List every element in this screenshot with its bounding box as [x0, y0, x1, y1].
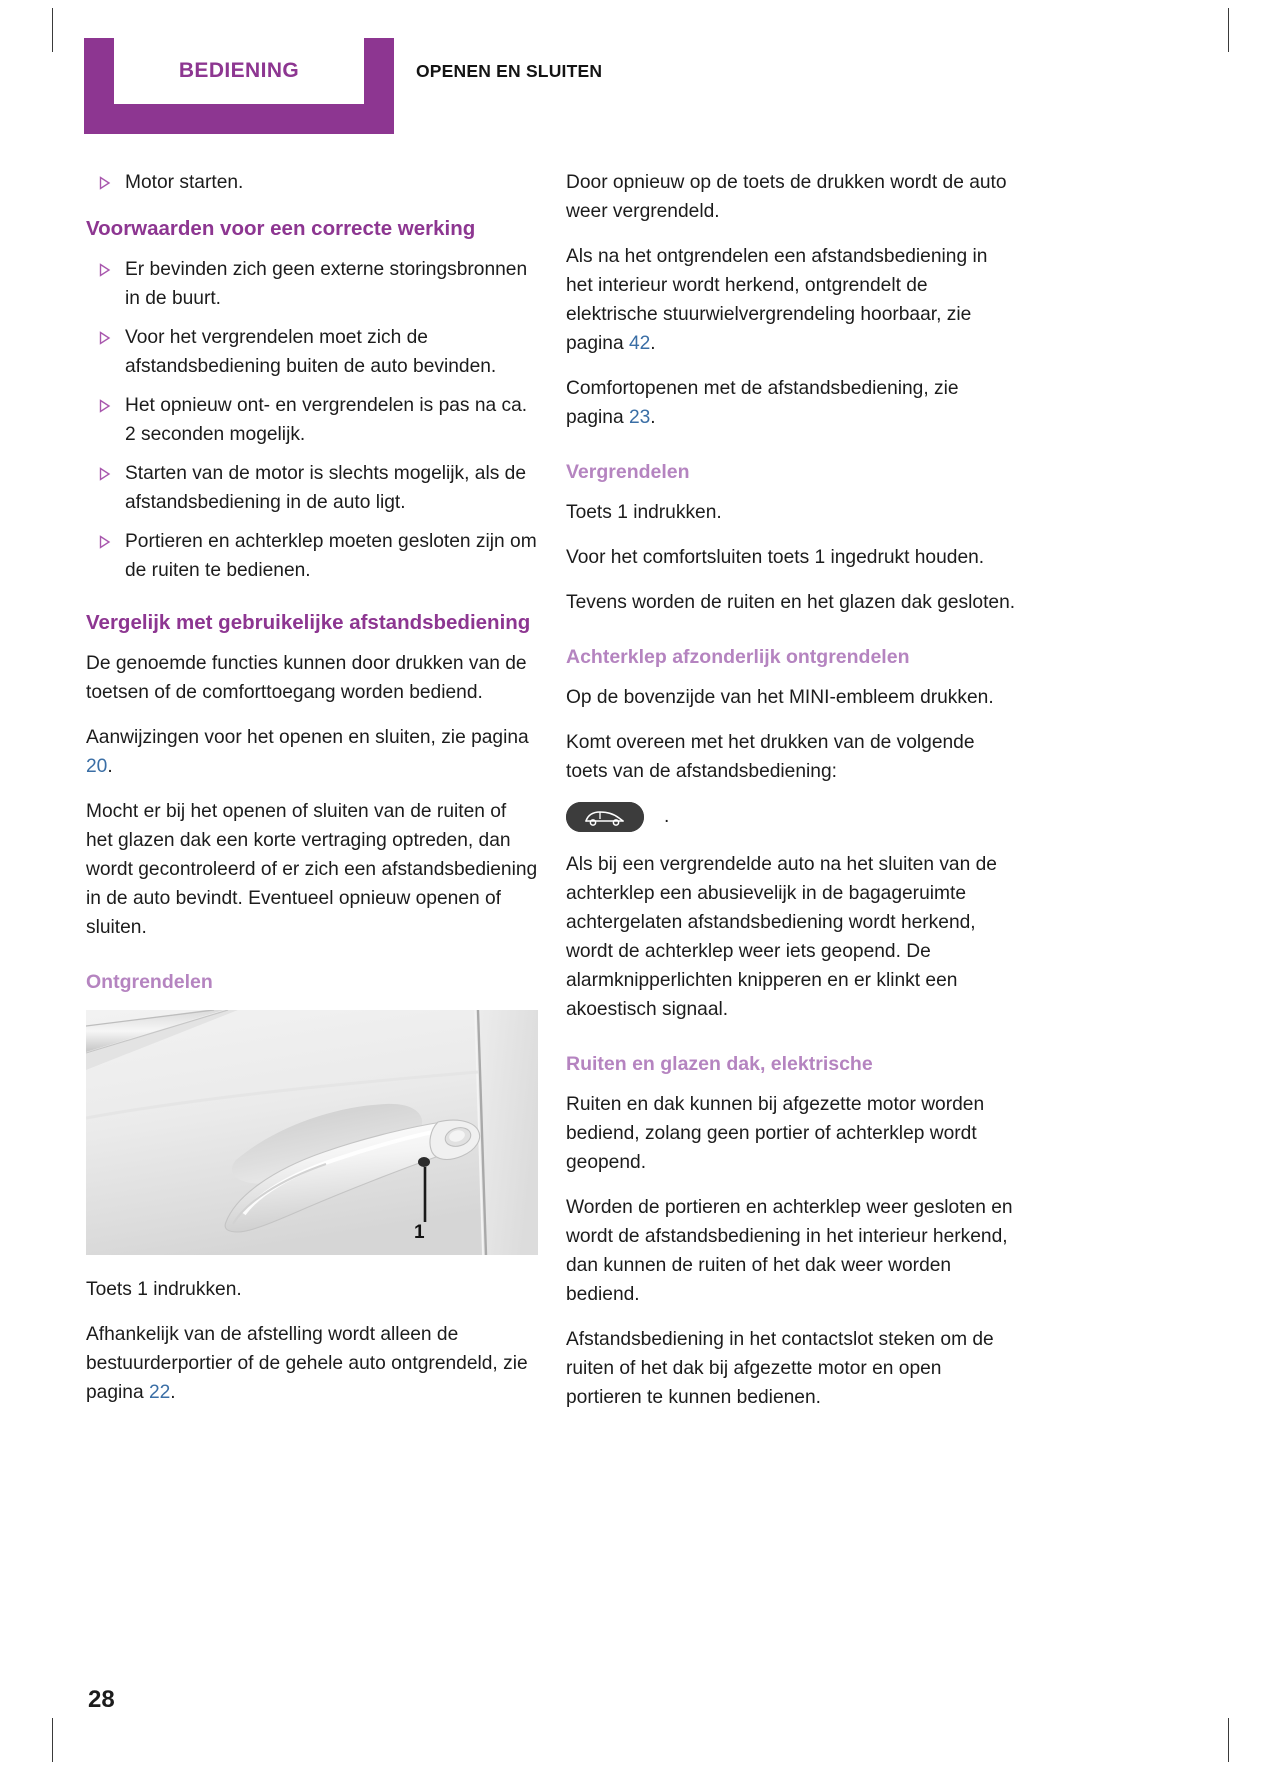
paragraph: Toets 1 indrukken. [566, 502, 722, 523]
heading-compare: Vergelijk met gebruikelijke afstandsbediening [86, 611, 531, 634]
door-handle-figure [86, 1010, 538, 1255]
list-item-text: Starten van de motor is slechts mogelijk, als de afstandsbediening in de auto ligt. [125, 463, 526, 513]
triangle-bullet-icon [89, 399, 99, 411]
paragraph-with-reference [566, 374, 1018, 432]
paragraph: De genoemde functies kunnen door drukken van de toetsen of de comforttoegang worden bediend. [86, 653, 527, 703]
paragraph-with-reference [566, 242, 1018, 358]
paragraph-text-end: . [650, 333, 656, 354]
triangle-bullet-icon [89, 467, 99, 479]
left-column [86, 168, 538, 1423]
heading-conditions: Voorwaarden voor een correcte werking [86, 217, 476, 240]
paragraph: Worden de portieren en achterklep weer gesloten en wordt de afstandsbediening in het interieur herkend, dan kunnen de ruiten of het dak weer worden bediend. [566, 1197, 1013, 1305]
figure-callout-label: 1 [414, 1222, 425, 1243]
paragraph-text: Aanwijzingen voor het openen en sluiten, zie pagina [86, 727, 529, 748]
triangle-bullet-icon [89, 535, 99, 547]
list-item-text: Er bevinden zich geen externe storingsbronnen in de buurt. [125, 259, 528, 309]
door-handle-photo [86, 1010, 538, 1255]
page-cross-reference[interactable]: 22 [148, 1382, 171, 1403]
list-item-text: Portieren en achterklep moeten gesloten zijn om de ruiten te bedienen. [125, 531, 537, 581]
paragraph: Ruiten en dak kunnen bij afgezette motor worden bediend, zolang geen portier of achterklep wordt geopend. [566, 1094, 985, 1173]
tailgate-button-row [566, 802, 1018, 832]
list-item-text: Motor starten. [125, 172, 244, 193]
paragraph: Mocht er bij het openen of sluiten van de ruiten of het glazen dak een korte vertraging optreden, dan wordt gecontroleerd of er zich een afstandsbediening in de auto bevindt. Eventueel opnieuw openen of sluiten. [86, 801, 538, 938]
paragraph-text-end: . [170, 1382, 176, 1403]
list-item [86, 323, 538, 381]
crop-mark-top-left [52, 8, 53, 52]
right-column [566, 168, 1018, 1428]
paragraph: Als bij een vergrendelde auto na het sluiten van de achterklep een abusievelijk in de bagageruimte achtergelaten afstandsbediening wordt herkend, wordt de achterklep weer iets geopend. De alarmknipperlichten knipperen en er klinkt een akoestisch signaal. [566, 854, 997, 1020]
paragraph-text: Als na het ontgrendelen een afstandsbediening in het interieur wordt herkend, ontgrendelt de elektrische stuurwielvergrendeling hoorbaar, zie pagina [566, 246, 988, 354]
paragraph: Tevens worden de ruiten en het glazen dak gesloten. [566, 592, 1016, 613]
list-item [86, 391, 538, 449]
page-header [84, 38, 1198, 142]
paragraph: Toets 1 indrukken. [86, 1279, 242, 1300]
triangle-bullet-icon [89, 331, 99, 343]
crop-mark-bottom-right [1228, 1718, 1229, 1762]
heading-lock: Vergrendelen [566, 461, 690, 483]
crop-mark-top-right [1228, 8, 1229, 52]
chapter-title: BEDIENING [178, 59, 300, 82]
paragraph: Afstandsbediening in het contactslot steken om de ruiten of het dak bij afgezette motor en open portieren te kunnen bedienen. [566, 1329, 994, 1408]
section-title: OPENEN EN SLUITEN [416, 60, 603, 81]
paragraph-text: Afhankelijk van de afstelling wordt alleen de bestuurderportier of de gehele auto ontgrendeld, zie pagina [86, 1324, 528, 1403]
paragraph-text: Comfortopenen met de afstandsbediening, zie pagina [566, 378, 959, 428]
heading-tailgate: Achterklep afzonderlijk ontgrendelen [566, 646, 910, 668]
list-item-text: Voor het vergrendelen moet zich de afstandsbediening buiten de auto bevinden. [125, 327, 497, 377]
list-item [86, 255, 538, 313]
page-number: 28 [88, 1686, 115, 1713]
paragraph-with-reference [86, 723, 538, 781]
list-item [86, 459, 538, 517]
crop-mark-bottom-left [52, 1718, 53, 1762]
page-cross-reference[interactable]: 23 [628, 407, 651, 428]
list-item-text: Het opnieuw ont- en vergrendelen is pas na ca. 2 seconden mogelijk. [125, 395, 528, 445]
paragraph: Op de bovenzijde van het MINI-embleem drukken. [566, 687, 994, 708]
paragraph-text-end: . [107, 756, 113, 777]
paragraph: Voor het comfortsluiten toets 1 ingedrukt houden. [566, 547, 985, 568]
tailgate-icon-trailing-period: . [664, 806, 670, 827]
tailgate-button-icon [566, 802, 644, 832]
page-cross-reference[interactable]: 42 [628, 333, 651, 354]
list-item [86, 168, 538, 197]
paragraph: Door opnieuw op de toets de drukken wordt de auto weer vergrendeld. [566, 172, 1007, 222]
heading-windows: Ruiten en glazen dak, elektrische [566, 1053, 873, 1075]
paragraph-with-reference [86, 1320, 538, 1407]
list-item [86, 527, 538, 585]
paragraph: Komt overeen met het drukken van de volgende toets van de afstandsbediening: [566, 732, 975, 782]
page-cross-reference[interactable]: 20 [86, 756, 108, 777]
heading-unlock: Ontgrendelen [86, 971, 213, 993]
triangle-bullet-icon [89, 176, 99, 188]
paragraph-text-end: . [650, 407, 656, 428]
triangle-bullet-icon [89, 263, 99, 275]
